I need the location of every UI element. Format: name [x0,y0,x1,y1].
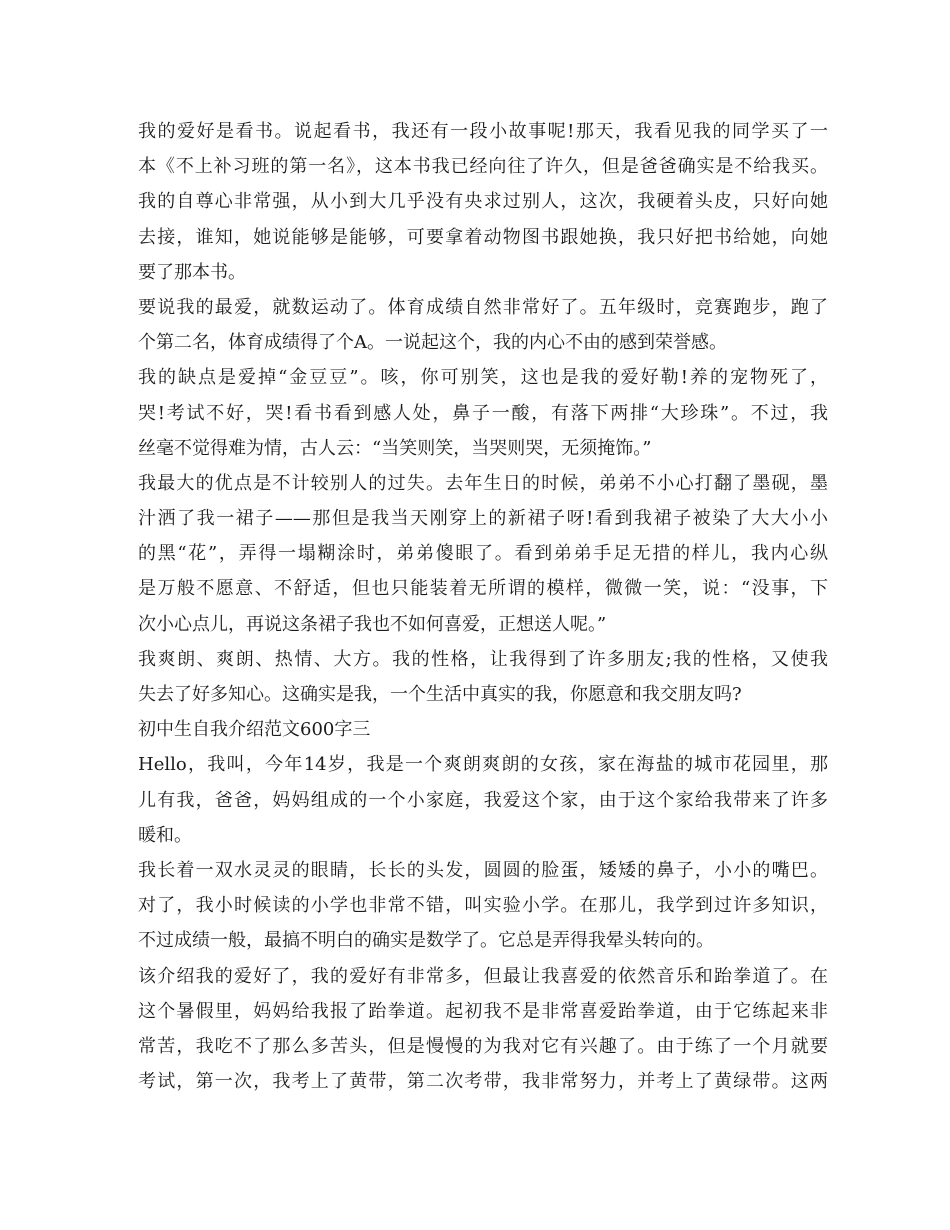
text-line: 考试，第一次，我考上了黄带，第二次考带，我非常努力，并考上了黄绿带。这两 [138,1071,828,1093]
section-heading: 初中生自我介绍范文600字三 [138,719,371,741]
text-line: 我爽朗、爽朗、热情、大方。我的性格，让我得到了许多朋友;我的性格，又使我 [138,648,828,670]
text-line: 丝毫不觉得难为情，古人云：“当笑则笑，当哭则哭，无须掩饰。” [138,437,652,459]
text-line: 是万般不愿意、不舒适，但也只能装着无所谓的模样，微微一笑，说：“没事，下 [138,578,828,600]
text-line: 我的缺点是爱掉“金豆豆”。咳，你可别笑，这也是我的爱好勒!养的宠物死了， [138,367,828,389]
text-line: 汁洒了我一裙子——那但是我当天刚穿上的新裙子呀!看到我裙子被染了大大小小 [138,508,828,530]
text-line: 失去了好多知心。这确实是我，一个生活中真实的我，你愿意和我交朋友吗? [138,684,742,705]
text-line: 不过成绩一般，最搞不明白的确实是数学了。它总是弄得我晕头转向的。 [138,930,714,952]
text-line: 次小心点儿，再说这条裙子我也不如何喜爱，正想送人呢。” [138,613,607,635]
text-line: 的黑“花”，弄得一塌糊涂时，弟弟傻眼了。看到弟弟手足无措的样儿，我内心纵 [138,543,828,565]
text-line: 对了，我小时候读的小学也非常不错，叫实验小学。在那儿，我学到过许多知识， [138,895,828,917]
text-line: 去接，谁知，她说能够是能够，可要拿着动物图书跟她换，我只好把书给她，向她 [138,226,828,248]
text-line: 哭!考试不好，哭!看书看到感人处，鼻子一酸，有落下两排“大珍珠”。不过，我 [138,402,828,424]
text-line: 要说我的最爱，就数运动了。体育成绩自然非常好了。五年级时，竞赛跑步，跑了 [138,296,828,318]
document-body [138,114,828,1099]
text-line: 个第二名，体育成绩得了个A。一说起这个，我的内心不由的感到荣誉感。 [138,332,727,354]
text-line: 要了那本书。 [138,261,246,283]
text-line: 儿有我，爸爸，妈妈组成的一个小家庭，我爱这个家，由于这个家给我带来了许多 [138,789,828,811]
text-line: 本《不上补习班的第一名》，这本书我已经向往了许久，但是爸爸确实是不给我买。 [138,156,828,178]
text-line: 常苦，我吃不了那么多苦头，但是慢慢的为我对它有兴趣了。由于练了一个月就要 [138,1035,828,1057]
text-line: 我长着一双水灵灵的眼睛，长长的头发，圆圆的脸蛋，矮矮的鼻子，小小的嘴巴。 [138,859,828,881]
text-line: 暖和。 [138,824,192,846]
text-line: Hello，我叫，今年14岁，我是一个爽朗爽朗的女孩，家在海盐的城市花园里，那 [138,754,828,776]
text-line: 我的爱好是看书。说起看书，我还有一段小故事呢!那天，我看见我的同学买了一 [138,121,828,142]
text-line: 这个暑假里，妈妈给我报了跆拳道。起初我不是非常喜爱跆拳道，由于它练起来非 [138,1000,828,1022]
text-line: 我最大的优点是不计较别人的过失。去年生日的时候，弟弟不小心打翻了墨砚，墨 [138,472,828,494]
text-line: 我的自尊心非常强，从小到大几乎没有央求过别人，这次，我硬着头皮，只好向她 [138,191,828,213]
text-line: 该介绍我的爱好了，我的爱好有非常多，但最让我喜爱的依然音乐和跆拳道了。在 [138,965,828,987]
